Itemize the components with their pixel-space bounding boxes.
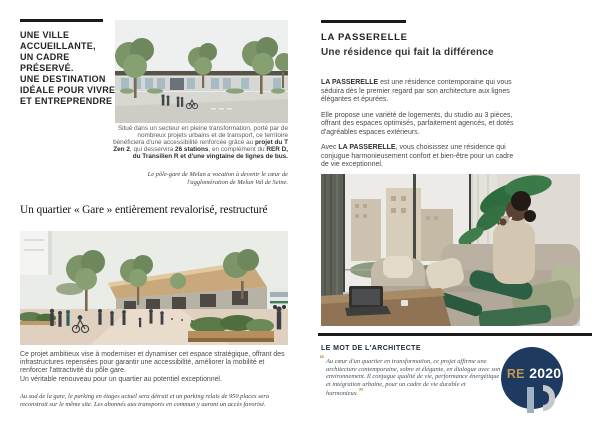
caption-bold: RER D, du Transilien R et d'une vingtaine de lignes de bus. (132, 145, 288, 160)
residence-text: est une résidence contemporaine qui vous séduira dès le premier regard par son architecture aux lignes élégantes et épurées. (321, 79, 512, 103)
resident-photo (321, 174, 580, 326)
caption-bold: projet du T Zen 2 (113, 138, 288, 153)
architect-heading: LE MOT DE L'ARCHITECTE (321, 345, 421, 352)
architect-divider-rule (318, 333, 592, 336)
project-paragraph: Ce projet ambitieux vise à moderniser et dynamiser cet espace stratégique, offrant des infrastructures repensées pour garantir une accessibilité, améliorer la mobilité et renforcer l'attractivité du pôle gare. (20, 351, 285, 375)
residence-paragraph (321, 79, 519, 105)
re2020-year-text: 2020 (529, 365, 562, 381)
residence-title: LA PASSERELLE (321, 32, 408, 43)
bus (270, 289, 288, 309)
caption-text: , en complément du (208, 145, 267, 153)
residence-text: , vous choisissez une résidence qui conjugue harmonieusement confort et bien-être pour un cadre de vie exceptionnel. (321, 144, 514, 168)
residence-text: Avec (321, 144, 339, 151)
intro-line: ET ENTREPRENDRE (20, 96, 113, 106)
plaza-rendering-image (20, 231, 288, 345)
residence-paragraph (321, 144, 519, 170)
intro-divider-rule (20, 19, 103, 22)
architect-quote (319, 354, 504, 398)
caption-text: Situé dans un secteur en pleine transformation, porté par de nombreux projets urbains et de transport, ce territoire bénéficiera d'une accessibilité renforcée grâce au (113, 125, 288, 146)
parking-italic-note: Au sud de la gare, le parking en étages actuel sera détruit et un parking relais de 950 places sera reconstruit sur le même site. Les abonnés aux transports en commun y auront un accès favorisé. (20, 393, 270, 408)
residence-divider-rule (321, 20, 406, 23)
intro-title-block (20, 30, 120, 107)
re2020-badge-label (498, 365, 570, 383)
intro-line: UNE VILLE (20, 30, 70, 40)
close-quote-mark: ” (358, 386, 364, 398)
station-caption (108, 126, 288, 161)
residence-name-bold: LA PASSERELLE (321, 79, 379, 86)
quarter-headline: Un quartier « Gare » entièrement revalorisé, restructuré (20, 204, 268, 216)
residence-paragraph: Elle propose une variété de logements, du studio au 3 pièces, offrant des espaces optimisés, parfaitement agencés, et dotés d'agréables espaces extérieurs. (321, 111, 514, 136)
intro-line: ACCUEILLANTE, (20, 41, 96, 51)
caption-text: , qui desservira (129, 145, 176, 153)
intro-line: IDÉALE POUR VIVRE (20, 85, 116, 95)
re2020-re-text: RE (506, 367, 525, 381)
quote-text: Au cœur d'un quartier en transformation, ce projet affirme une architecture contemporaine, sobre et élégante, en dialogue avec son environnement. Il conjugue qualité de vie, performance énergétique et intégration urbaine, pour un cadre de vie durable et harmonieux. (326, 358, 501, 397)
foreground-planter (188, 315, 274, 342)
project-paragraph: Un véritable renouveau pour un quartier au potentiel exceptionnel. (20, 375, 222, 383)
caption-bold: 26 stations (175, 145, 209, 153)
residence-body-text (321, 79, 519, 177)
intro-line: UN CADRE PRÉSERVÉ. (20, 52, 74, 73)
residence-name-bold: LA PASSERELLE (338, 144, 396, 151)
residence-subtitle: Une résidence qui fait la différence (321, 47, 494, 58)
re2020-bar-glyph (527, 387, 534, 413)
station-italic-note: Le pôle-gare de Melun a vocation à devenir le cœur de l'agglomération de Melun Val de Seine. (147, 171, 288, 186)
project-body-text (20, 351, 292, 384)
station-rendering-image (115, 20, 288, 123)
intro-line: UNE DESTINATION (20, 74, 106, 84)
open-quote-mark: “ (319, 354, 324, 365)
